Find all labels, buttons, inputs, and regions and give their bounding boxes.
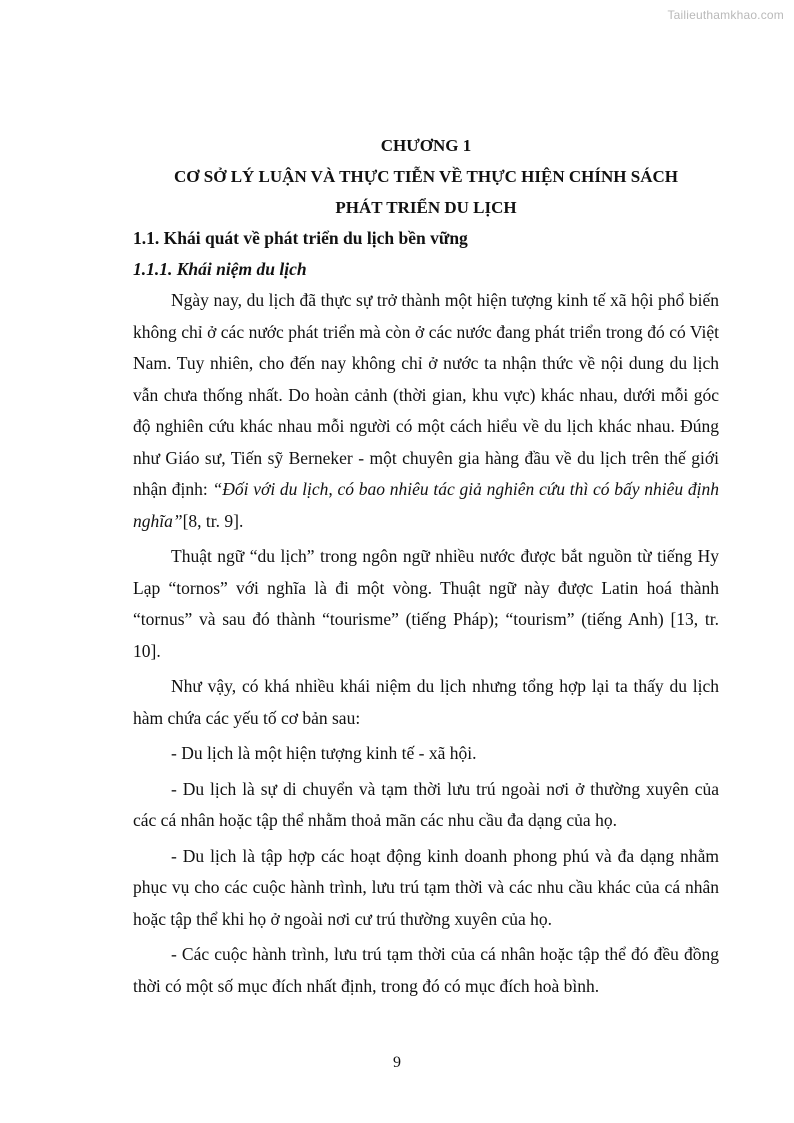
chapter-title-line-2: PHÁT TRIỂN DU LỊCH (335, 198, 517, 217)
document-page (133, 130, 719, 1006)
chapter-title-line-1: CƠ SỞ LÝ LUẬN VÀ THỰC TIỄN VỀ THỰC HIỆN CHÍNH SÁCH (174, 167, 678, 186)
page-number: 9 (393, 1054, 401, 1071)
subsection-heading: 1.1.1. Khái niệm du lịch (133, 259, 307, 279)
paragraph-2: Thuật ngữ “du lịch” trong ngôn ngữ nhiều nước được bắt nguồn từ tiếng Hy Lạp “tornos” với nghĩa là đi một vòng. Thuật ngữ này được Latin hoá thành “tornus” và sau đó thành “tourisme” (tiếng Pháp); “tourism” (tiếng Anh) [13, tr. 10]. (133, 546, 719, 661)
list-item: - Du lịch là một hiện tượng kinh tế - xã hội. (171, 743, 477, 763)
paragraph-3: Như vậy, có khá nhiều khái niệm du lịch nhưng tổng hợp lại ta thấy du lịch hàm chứa các yếu tố cơ bản sau: (133, 676, 719, 728)
list-item: - Du lịch là sự di chuyển và tạm thời lưu trú ngoài nơi ở thường xuyên của các cá nhân hoặc tập thể nhằm thoả mãn các nhu cầu đa dạng của họ. (133, 778, 719, 830)
paragraph-1-quote: “Đối với du lịch, có bao nhiêu tác giả nghiên cứu thì có bấy nhiêu định nghĩa” (133, 479, 719, 531)
list-item: - Du lịch là tập hợp các hoạt động kinh doanh phong phú và đa dạng nhằm phục vụ cho các cuộc hành trình, lưu trú tạm thời và các nhu cầu khác của cá nhân hoặc tập thể khi họ ở ngoài nơi cư trú thường xuyên của họ. (133, 845, 719, 929)
chapter-heading (133, 130, 719, 223)
list-item: - Các cuộc hành trình, lưu trú tạm thời của cá nhân hoặc tập thể đó đều đồng thời có một số mục đích nhất định, trong đó có mục đích hoà bình. (133, 944, 719, 996)
paragraph-1-text: Ngày nay, du lịch đã thực sự trở thành một hiện tượng kinh tế xã hội phổ biến không chỉ ở các nước phát triển mà còn ở các nước đang phát triển trong đó có Việt Nam. Tuy nhiên, cho đến nay không chỉ ở nước ta nhận thức về nội dung du lịch vẫn chưa thống nhất. Do hoàn cảnh (thời gian, khu vực) khác nhau, dưới mỗi góc độ nghiên cứu khác nhau mỗi người có một cách hiểu về du lịch khác nhau. Đúng như Giáo sư, Tiến sỹ Berneker - một chuyên gia hàng đầu về du lịch trên thế giới nhận định: (133, 290, 719, 499)
watermark: Tailieuthamkhao.com (667, 8, 784, 22)
paragraph-1 (133, 285, 719, 537)
paragraph-1-citation: [8, tr. 9]. (182, 510, 244, 531)
section-heading: 1.1. Khái quát về phát triển du lịch bền vững (133, 228, 468, 248)
chapter-number: CHƯƠNG 1 (380, 136, 472, 155)
